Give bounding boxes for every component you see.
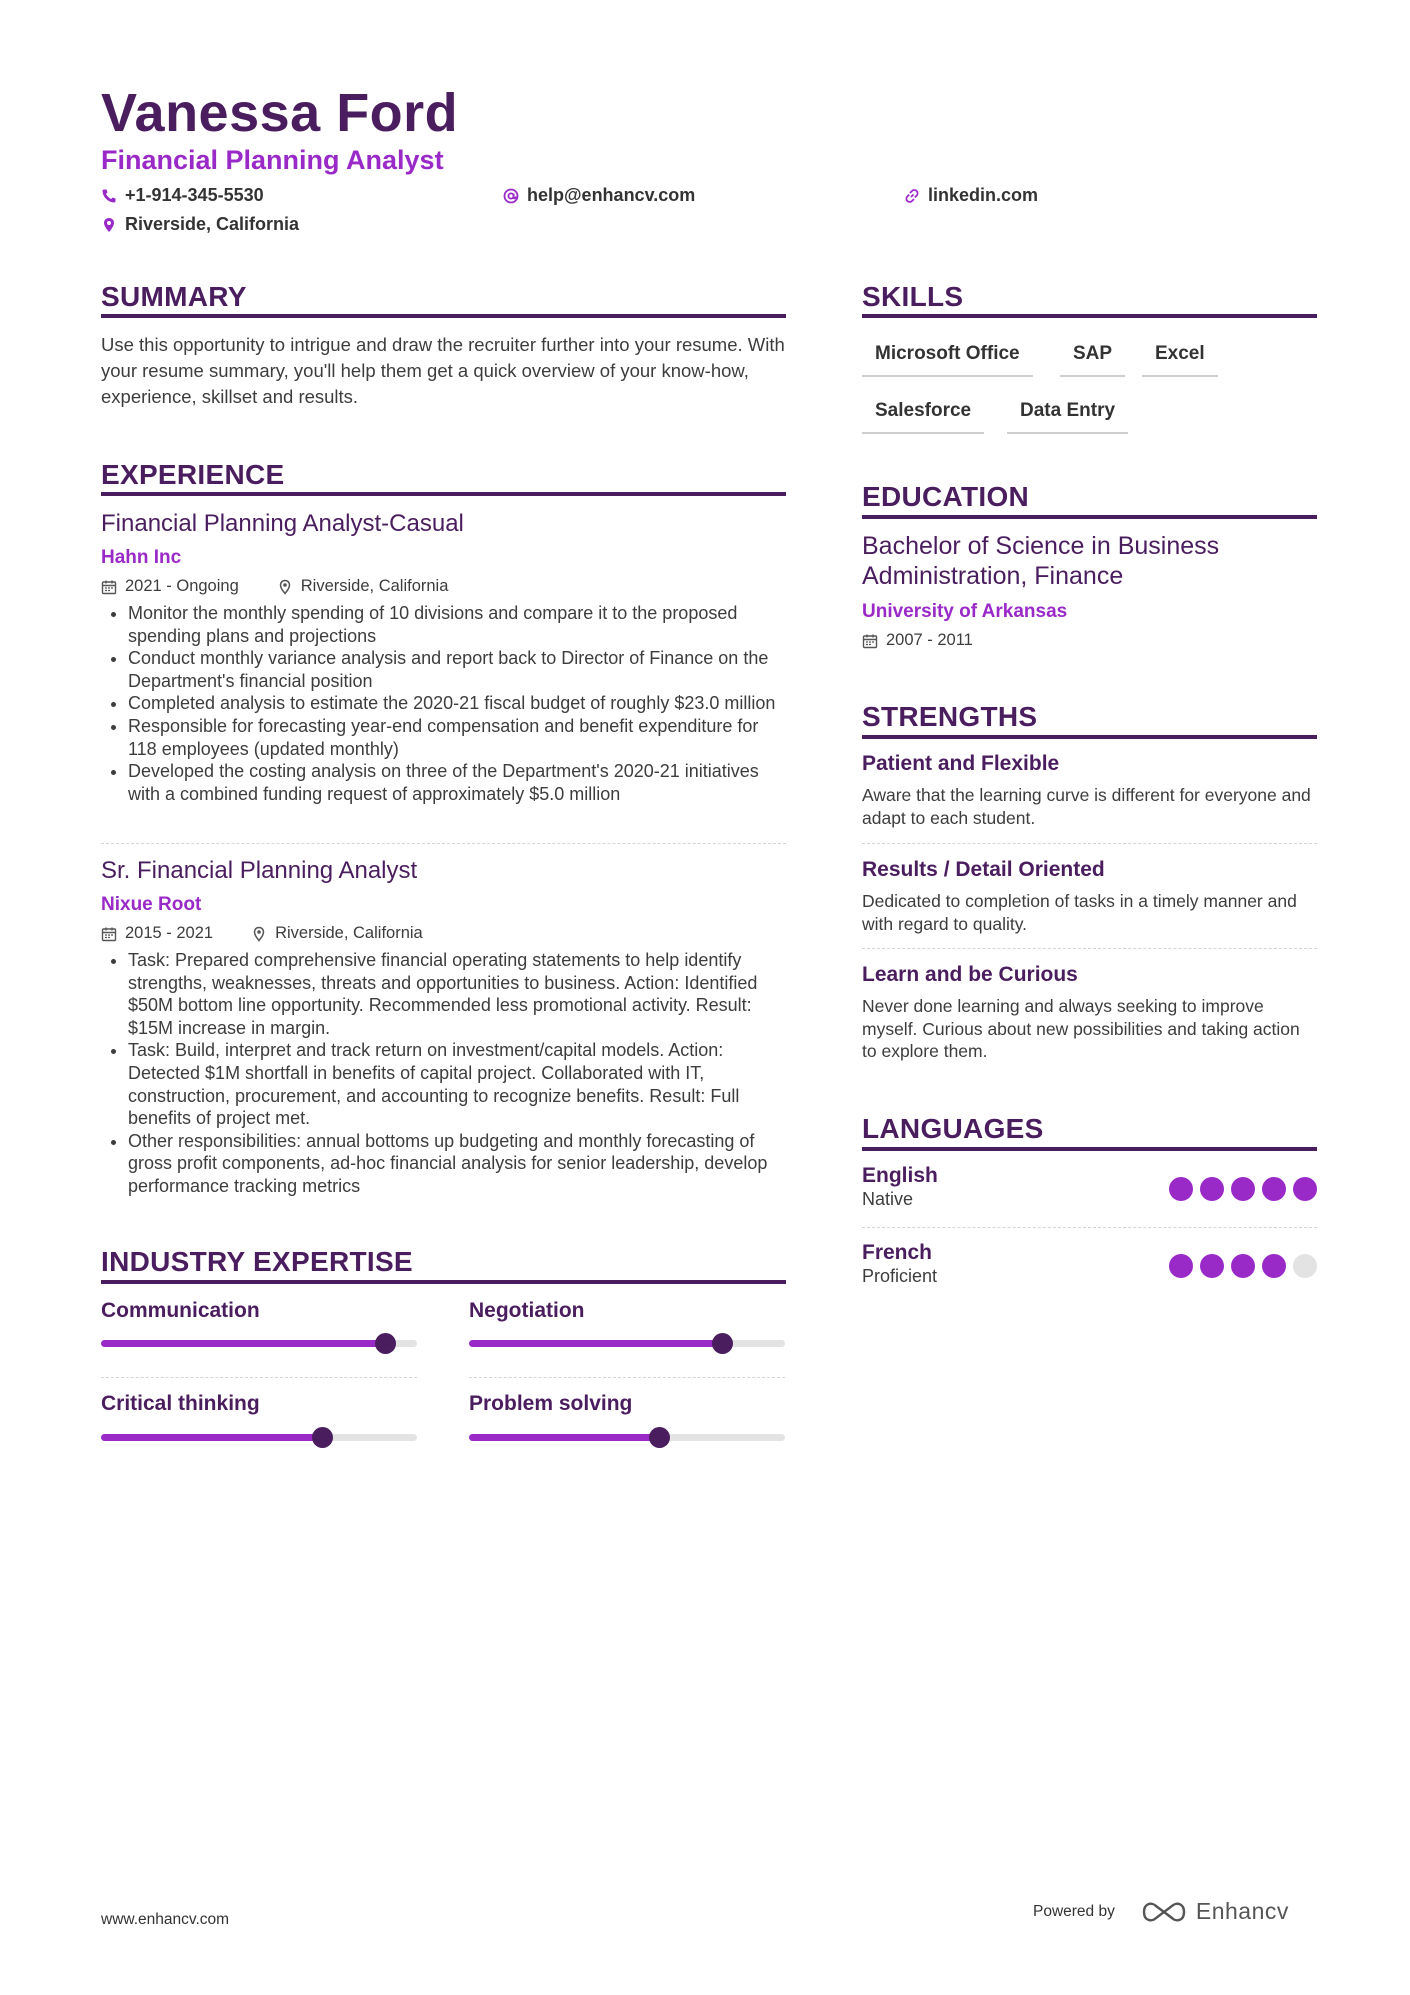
industry-expertise-divider (101, 1280, 786, 1284)
language-item (862, 1164, 1317, 1224)
expertise-label: Critical thinking (101, 1392, 260, 1415)
expertise-bar-fill (469, 1434, 659, 1441)
phone-contact[interactable] (101, 185, 264, 206)
email-text: help@enhancv.com (527, 185, 696, 205)
rating-dot-filled (1231, 1254, 1255, 1278)
candidate-title: Financial Planning Analyst (101, 145, 444, 175)
language-level: Proficient (862, 1266, 938, 1286)
expertise-bar (101, 1340, 417, 1347)
rating-dot-filled (1262, 1254, 1286, 1278)
location-text: Riverside, California (125, 214, 300, 234)
list-item: • Monitor the monthly spending of 10 divisions and compare it to the proposed spending plans and projections (128, 602, 786, 647)
list-item: • Other responsibilities: annual bottoms up budgeting and monthly forecasting of gross profit components, ad-hoc financial analysis for senior leadership, develop performance tracking metrics (128, 1130, 786, 1198)
strength-desc: Never done learning and always seeking to improve myself. Curious about new possibilities and taking action to explore them. (862, 996, 1300, 1061)
skills-heading: SKILLS (862, 281, 964, 312)
company-name: Hahn Inc (101, 547, 182, 568)
footer-branding[interactable] (1033, 1898, 1289, 1925)
rating-dot-filled (1169, 1177, 1193, 1201)
language-rating (1169, 1254, 1317, 1278)
rating-dot-empty (1293, 1254, 1317, 1278)
experience-heading: EXPERIENCE (101, 459, 285, 490)
location-contact (101, 214, 299, 235)
job-title: Financial Planning Analyst-Casual (101, 510, 464, 537)
enhancv-logo-icon (1141, 1900, 1187, 1924)
summary-section (101, 332, 786, 410)
skill-tag: Microsoft Office (862, 343, 1033, 377)
experience-job-1 (101, 510, 786, 805)
calendar-icon (862, 633, 878, 649)
job-location: Riverside, California (300, 577, 449, 595)
calendar-icon (101, 926, 117, 942)
expertise-bar-knob (712, 1333, 733, 1354)
at-icon (503, 188, 519, 204)
education-divider (862, 515, 1317, 519)
job-bullets (101, 602, 786, 805)
list-item: • Task: Build, interpret and track return on investment/capital models. Action: Detected $1M shortfall in benefits of capital project. Collaborated with IT, construction, procurement, and accounting to recognize benefits. Result: Full benefits of project met. (128, 1039, 786, 1129)
language-separator (862, 1227, 1317, 1228)
job-location: Riverside, California (275, 924, 423, 942)
strengths-heading: STRENGTHS (862, 701, 1038, 732)
footer-website[interactable]: www.enhancv.com (101, 1911, 230, 1928)
degree-name: Bachelor of Science in Business Administration, Finance (862, 532, 1220, 590)
expertise-bar (101, 1434, 417, 1441)
education-heading: EDUCATION (862, 481, 1030, 512)
summary-text: Use this opportunity to intrigue and draw the recruiter further into your resume. With your resume summary, you'll help them get a quick overview of your know-how, experience, skillset and results. (101, 334, 785, 407)
expertise-bar-knob (649, 1427, 670, 1448)
calendar-icon (101, 579, 117, 595)
expertise-bar-fill (469, 1340, 722, 1347)
experience-job-2 (101, 857, 786, 1198)
skill-tag: Excel (1142, 343, 1218, 377)
rating-dot-filled (1231, 1177, 1255, 1201)
list-item: • Task: Prepared comprehensive financial operating statements to help identify strengths, weaknesses, threats and opportunities to business. Action: Identified $50M bottom line opportunity. Recommended less promotional activity. Result: $15M increase in margin. (128, 949, 786, 1039)
education-meta (862, 631, 1317, 650)
job-meta (101, 577, 786, 596)
location-pin-icon (277, 579, 293, 595)
strengths-divider (862, 735, 1317, 739)
summary-divider (101, 314, 786, 318)
education-dates: 2007 - 2011 (886, 631, 973, 649)
language-item (862, 1241, 1317, 1301)
expertise-separator (101, 1377, 417, 1378)
skill-tag: SAP (1060, 343, 1125, 377)
language-name: French (862, 1241, 933, 1264)
list-item: • Completed analysis to estimate the 2020-21 fiscal budget of roughly $23.0 million (128, 692, 786, 715)
expertise-bar-fill (101, 1434, 322, 1441)
skill-tag: Data Entry (1007, 400, 1128, 434)
expertise-label: Problem solving (469, 1392, 633, 1415)
strength-title: Results / Detail Oriented (862, 858, 1105, 881)
strength-desc: Aware that the learning curve is different for everyone and adapt to each student. (862, 785, 1311, 828)
strength-desc: Dedicated to completion of tasks in a timely manner and with regard to quality. (862, 891, 1297, 934)
strength-separator (862, 843, 1317, 844)
website-contact[interactable] (904, 185, 1038, 206)
rating-dot-filled (1262, 1177, 1286, 1201)
expertise-bar-fill (101, 1340, 385, 1347)
summary-heading: SUMMARY (101, 281, 247, 312)
strength-item (862, 752, 1317, 829)
language-rating (1169, 1177, 1317, 1201)
skills-divider (862, 314, 1317, 318)
language-name: English (862, 1164, 938, 1187)
experience-divider (101, 492, 786, 496)
phone-icon (101, 188, 117, 204)
language-level: Native (862, 1189, 914, 1209)
education-section (862, 531, 1317, 650)
list-item: • Responsible for forecasting year-end compensation and benefit expenditure for 118 employees (updated monthly) (128, 715, 786, 760)
strength-item (862, 858, 1317, 935)
rating-dot-filled (1293, 1177, 1317, 1201)
strength-title: Patient and Flexible (862, 752, 1060, 775)
job-title: Sr. Financial Planning Analyst (101, 857, 418, 884)
expertise-bar (469, 1434, 785, 1441)
list-item: • Conduct monthly variance analysis and report back to Director of Finance on the Department's financial position (128, 647, 786, 692)
industry-expertise-heading: INDUSTRY EXPERTISE (101, 1246, 413, 1277)
expertise-bar-knob (375, 1333, 396, 1354)
expertise-label: Communication (101, 1299, 260, 1322)
strength-item (862, 963, 1317, 1063)
job-separator (101, 843, 786, 844)
expertise-separator (469, 1377, 785, 1378)
languages-heading: LANGUAGES (862, 1113, 1044, 1144)
website-text: linkedin.com (928, 185, 1039, 205)
company-name: Nixue Root (101, 894, 202, 915)
job-dates: 2015 - 2021 (125, 924, 214, 942)
job-dates: 2021 - Ongoing (125, 577, 239, 595)
languages-divider (862, 1147, 1317, 1151)
expertise-bar (469, 1340, 785, 1347)
expertise-label: Negotiation (469, 1299, 585, 1322)
candidate-name: Vanessa Ford (101, 83, 459, 143)
powered-by-text: Powered by (1033, 1902, 1115, 1920)
brand-name: Enhancv (1195, 1898, 1289, 1924)
skill-tag: Salesforce (862, 400, 984, 434)
rating-dot-filled (1200, 1177, 1224, 1201)
link-icon (904, 188, 920, 204)
job-bullets (101, 949, 786, 1198)
phone-text: +1-914-345-5530 (125, 185, 264, 205)
strength-title: Learn and be Curious (862, 963, 1078, 986)
email-contact[interactable] (503, 185, 695, 206)
job-meta (101, 924, 786, 943)
rating-dot-filled (1200, 1254, 1224, 1278)
expertise-bar-knob (312, 1427, 333, 1448)
strength-separator (862, 948, 1317, 949)
location-pin-icon (101, 217, 117, 233)
school-name: University of Arkansas (862, 601, 1068, 622)
rating-dot-filled (1169, 1254, 1193, 1278)
list-item: • Developed the costing analysis on three of the Department's 2020-21 initiatives with a combined funding request of approximately $5.0 million (128, 760, 786, 805)
location-pin-icon (251, 926, 267, 942)
